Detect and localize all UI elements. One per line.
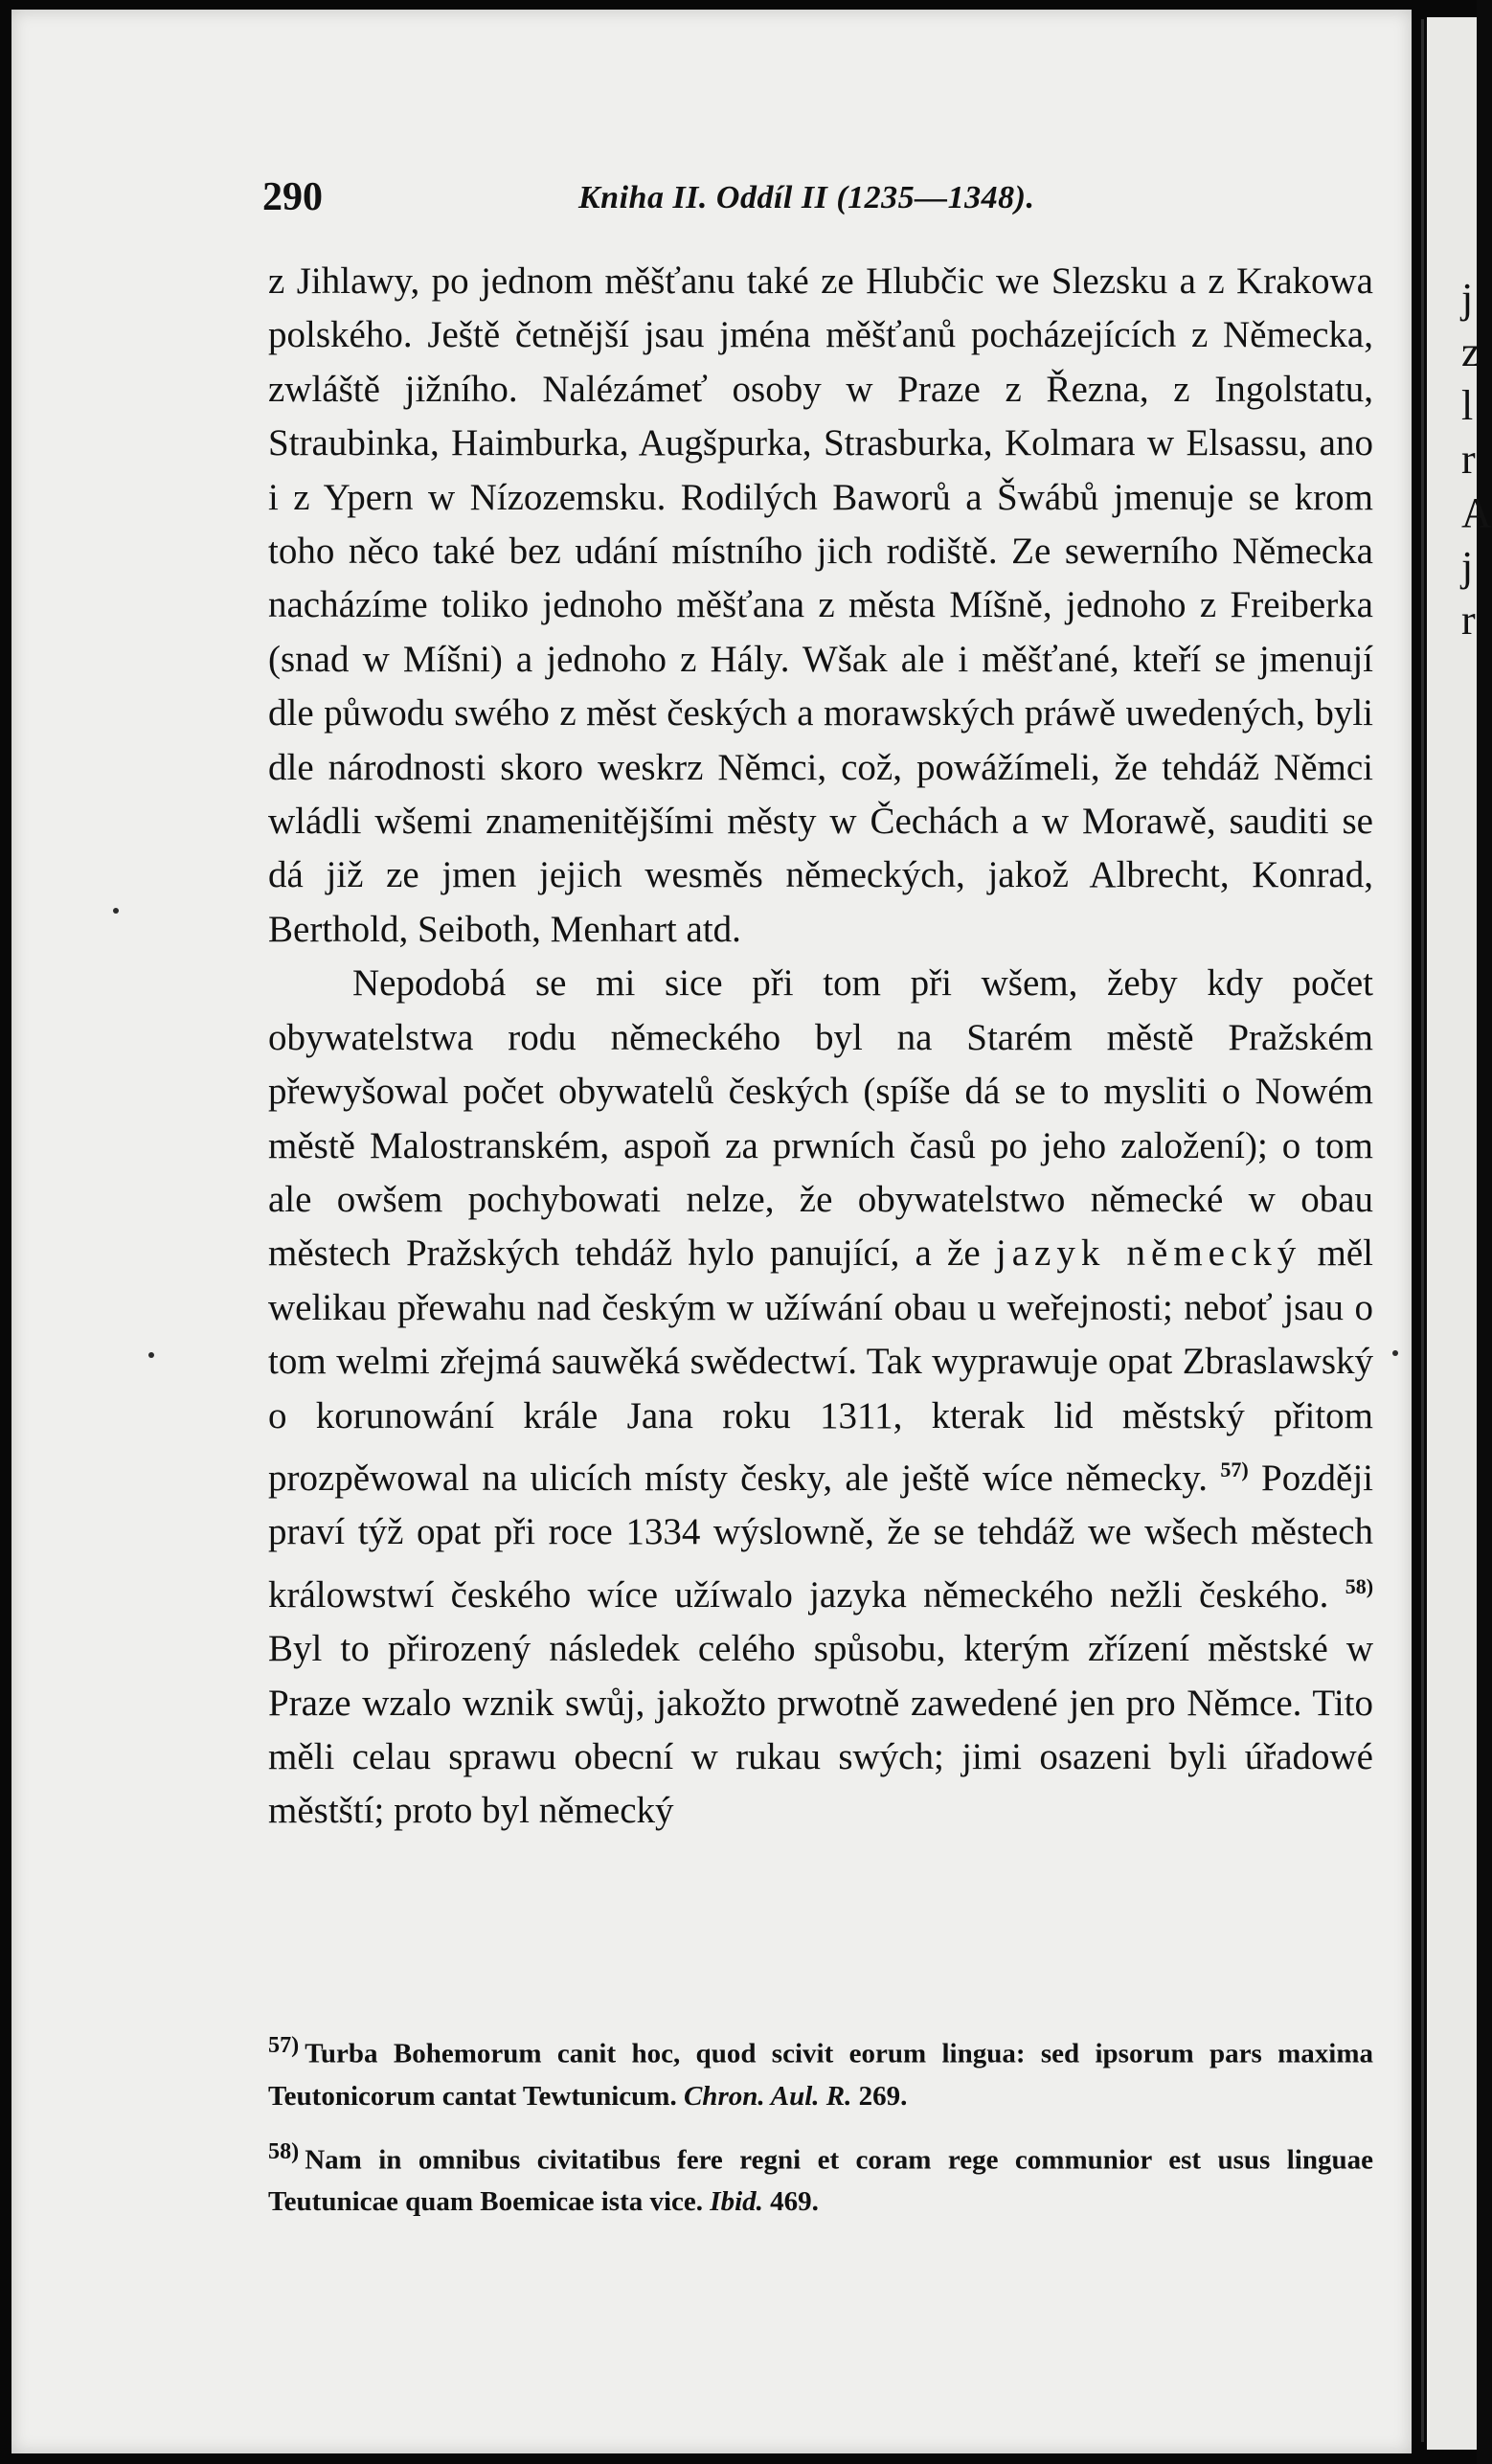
adjacent-page-letters xyxy=(1461,272,1492,647)
spaced-emphasis: jazyk německý xyxy=(995,1232,1302,1275)
main-text xyxy=(268,255,1373,1839)
edge-letter: r xyxy=(1461,597,1476,644)
edge-letter: r xyxy=(1461,436,1476,483)
print-speck xyxy=(1392,1350,1398,1356)
paragraph-text: měl welikau přewahu nad českým w užíwání obau u weřejnosti; neboť jsau o tom welmi zřejmá sauwěká swědectwí. Tak wyprawuje opat Zbraslawský o korunowání krále Jana roku 1311, kterak lid městský přitom prozpěwowal na ulicích místy česky, ale ještě wíce německy. xyxy=(268,1232,1373,1499)
edge-letter: l xyxy=(1461,382,1474,429)
footnote-reference[interactable]: 57) xyxy=(1220,1457,1249,1481)
footnote-mark: 57) xyxy=(268,2032,300,2058)
footnote-text: Turba Bohemorum canit hoc, quod scivit eorum lingua: sed ipsorum pars maxima Teutonicorum cantat Tewtunicum. xyxy=(268,2038,1373,2112)
footnote-page: 469. xyxy=(770,2186,819,2218)
page-header xyxy=(262,174,1383,232)
edge-letter: j xyxy=(1461,275,1474,322)
footnote xyxy=(268,2131,1373,2224)
page-number: 290 xyxy=(262,175,323,219)
footnote-text: Nam in omnibus civitatibus fere regni et coram rege communior est usus linguae Teutunicae quam Boemicae ista vice. xyxy=(268,2144,1373,2218)
paragraph-text: Nepodobá se mi sice při tom při wšem, žeby kdy počet obywatelstwa rodu německého byl na Starém městě Pražském přewyšowal počet obywatelů českých (spíše dá se to mysliti o Nowém městě Malostranském, aspoň za prwních časů po jeho založení); o tom ale owšem pochybowati nelze, že obywatelstwo německé w obau městech Pražských tehdáž hylo panující, a že xyxy=(268,962,1373,1275)
footnote xyxy=(268,2024,1373,2117)
edge-letter: A xyxy=(1461,489,1492,536)
footnote-mark: 58) xyxy=(268,2137,300,2164)
footnotes xyxy=(268,2024,1373,2236)
footnote-source: Ibid. xyxy=(710,2186,763,2218)
footnote-source: Chron. Aul. R. xyxy=(683,2080,852,2112)
print-speck xyxy=(113,908,119,914)
page-gutter xyxy=(1421,19,1424,2442)
running-head: Kniha II. Oddíl II (1235—1348). xyxy=(578,180,1035,215)
paragraph-text: Později praví týž opat při roce 1334 wýslowně, že se tehdáž we wšech městech králowstwí českého wíce užíwalo jazyka německého nežli českého. xyxy=(268,1457,1373,1616)
footnote-reference[interactable]: 58) xyxy=(1345,1573,1374,1598)
paragraph-text: z Jihlawy, po jednom měšťanu také ze Hlubčic we Slezsku a z Krakowa polského. Ještě četnější jsau jména měšťanů pocházejících z Německa, zwláště jižního. Nalézámeť osoby w Praze z Řezna, z Ingolstatu, Straubinka, Haimburka, Augšpurka, Strasburka, Kolmara w Elsassu, ano i z Ypern w Nízozemsku. Rodilých Baworů a Šwábů jmenuje se krom toho něco také bez udání místního jich rodiště. Ze sewerního Německa nacházíme toliko jednoho měšťana z města Míšně, jednoho z Freiberka (snad w Míšni) a jednoho z Hály. Wšak ale i měšťané, kteří se jmenují dle půwodu swého z měst českých a morawských práwě uwedených, byli dle národnosti skoro weskrz Němci, což, powážímeli, že tehdáž Němci wládli wšemi znamenitějšími městy w Čechách a w Morawě, sauditi se dá již ze jmen jejich wesměs německých, jakož Albrecht, Konrad, Berthold, Seiboth, Menhart atd. xyxy=(268,260,1373,950)
paragraph xyxy=(268,957,1373,1839)
edge-letter: z xyxy=(1461,328,1481,375)
footnote-page: 269. xyxy=(858,2080,908,2112)
paragraph xyxy=(268,255,1373,957)
edge-letter: j xyxy=(1461,543,1474,590)
paragraph-text: Byl to přirozený následek celého spůsobu, kterým zřízení městské w Praze wzalo wznik swůj, jakožto prwotně zawedené jen pro Němce. Tito měli celau sprawu obecní w rukau swých; jimi osazeni byli úřadowé městští; proto byl německý xyxy=(268,1628,1373,1832)
print-speck xyxy=(148,1352,154,1358)
